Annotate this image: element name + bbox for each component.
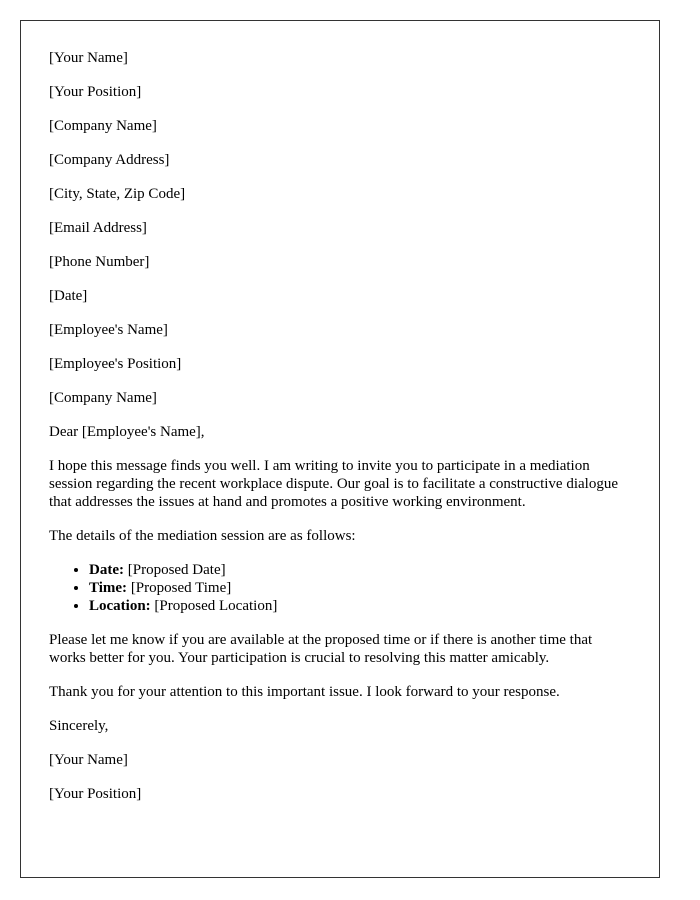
signature-position: [Your Position] [49, 786, 142, 802]
sender-email: [Email Address] [49, 220, 147, 236]
sender-name: [Your Name] [49, 50, 128, 66]
detail-value: [Proposed Location] [150, 598, 278, 614]
recipient-position: [Employee's Position] [49, 356, 182, 372]
detail-label: Location: [89, 598, 151, 614]
sender-phone: [Phone Number] [49, 254, 150, 270]
details-intro: The details of the mediation session are as follows: [49, 528, 356, 544]
sender-address: [Company Address] [49, 152, 170, 168]
letter-body [49, 49, 631, 819]
detail-value: [Proposed Date] [123, 562, 226, 578]
letter-date: [Date] [49, 288, 88, 304]
signature-name: [Your Name] [49, 752, 128, 768]
closing: Sincerely, [49, 718, 109, 734]
detail-item-date [89, 561, 631, 579]
letter-page [20, 20, 660, 878]
detail-item-time [89, 579, 631, 597]
detail-value: [Proposed Time] [127, 580, 232, 596]
salutation: Dear [Employee's Name], [49, 424, 205, 440]
availability-paragraph: Please let me know if you are available at the proposed time or if there is another time that works better for you. Your participation is crucial to resolving this matter amicably. [49, 632, 593, 666]
sender-company: [Company Name] [49, 118, 157, 134]
detail-item-location [89, 597, 631, 615]
thanks-paragraph: Thank you for your attention to this important issue. I look forward to your response. [49, 684, 560, 700]
sender-position: [Your Position] [49, 84, 142, 100]
detail-label: Time: [89, 580, 128, 596]
recipient-company: [Company Name] [49, 390, 157, 406]
recipient-name: [Employee's Name] [49, 322, 168, 338]
sender-city-state-zip: [City, State, Zip Code] [49, 186, 186, 202]
detail-label: Date: [89, 562, 124, 578]
session-details-list [49, 561, 631, 615]
intro-paragraph: I hope this message finds you well. I am writing to invite you to participate in a mediation session regarding the recent workplace dispute. Our goal is to facilitate a constructive dialogue that addresses the issues at hand and promotes a positive working environment. [49, 458, 618, 510]
